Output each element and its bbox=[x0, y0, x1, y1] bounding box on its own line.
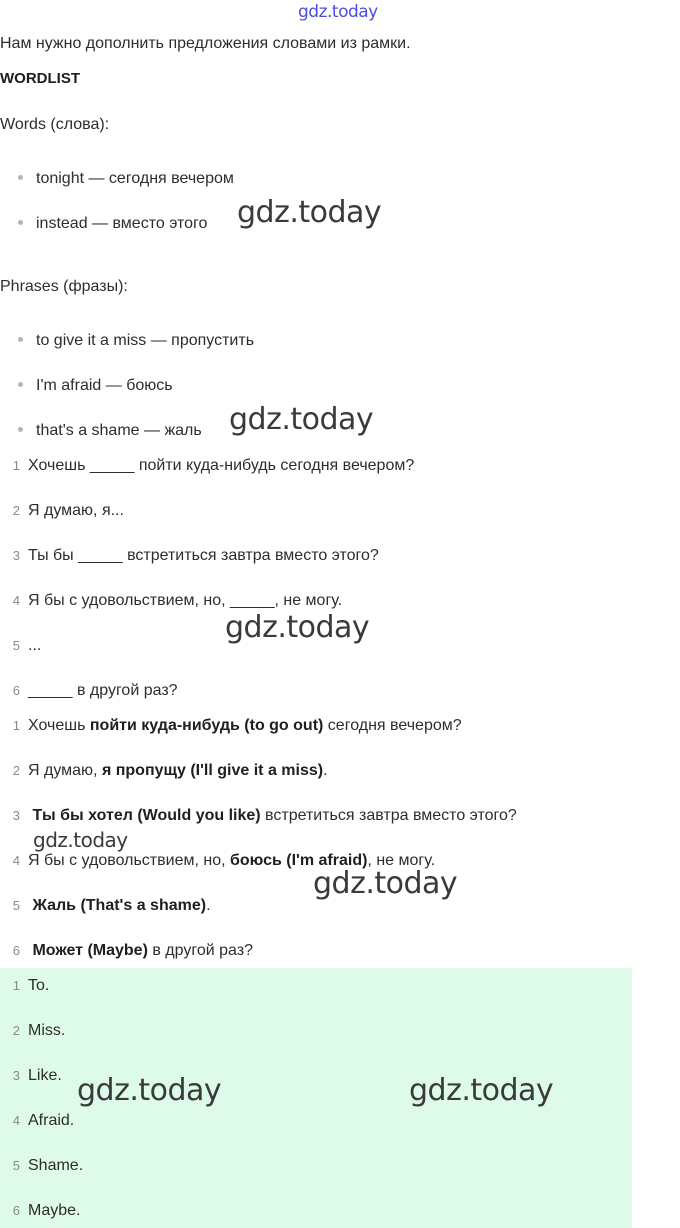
row-number: 5 bbox=[12, 638, 20, 653]
answer-row bbox=[0, 1112, 74, 1130]
task-text: Я бы с удовольствием, но, _____, не могу. bbox=[28, 592, 343, 609]
task-text: Я думаю, я... bbox=[28, 502, 124, 519]
task-row bbox=[0, 502, 124, 520]
answer-row bbox=[0, 1067, 62, 1085]
watermark-text: gdz.today bbox=[33, 828, 128, 852]
phrase-item bbox=[18, 332, 254, 350]
translation-post: , не могу. bbox=[367, 852, 436, 869]
phrase-item bbox=[18, 422, 202, 440]
translation-row bbox=[0, 717, 462, 735]
translation-post: . bbox=[206, 897, 211, 914]
translation-highlight: Жаль (That's a shame) bbox=[32, 897, 207, 914]
row-number: 2 bbox=[12, 503, 20, 518]
translation-pre: Я бы с удовольствием, но, bbox=[28, 852, 230, 869]
watermark-text: gdz.today bbox=[229, 402, 374, 437]
translation-pre: Хочешь bbox=[28, 717, 90, 734]
row-number: 6 bbox=[12, 683, 20, 698]
word-item-text: instead — вместо этого bbox=[36, 215, 208, 232]
translation-post: сегодня вечером? bbox=[323, 717, 462, 734]
top-watermark: gdz.today bbox=[298, 2, 378, 22]
row-number: 3 bbox=[12, 548, 20, 563]
phrase-item-text: that's a shame — жаль bbox=[36, 422, 202, 439]
answer-text: Afraid. bbox=[28, 1112, 75, 1129]
intro-text: Нам нужно дополнить предложения словами из рамки. bbox=[0, 35, 411, 52]
words-heading: Words (слова): bbox=[0, 116, 110, 133]
task-text: Хочешь _____ пойти куда-нибудь сегодня вечером? bbox=[28, 457, 415, 474]
phrase-item-text: I'm afraid — боюсь bbox=[36, 377, 173, 394]
bullet-dot bbox=[18, 175, 23, 180]
answer-text: Like. bbox=[28, 1067, 62, 1084]
translation-post: встретиться завтра вместо этого? bbox=[260, 807, 517, 824]
answer-row bbox=[0, 977, 49, 995]
translation-post: в другой раз? bbox=[147, 942, 253, 959]
watermark-text: gdz.today bbox=[409, 1073, 554, 1108]
phrase-item-text: to give it a miss — пропустить bbox=[36, 332, 255, 349]
phrases-heading: Phrases (фразы): bbox=[0, 278, 128, 295]
bullet-dot bbox=[18, 382, 23, 387]
answer-text: To. bbox=[28, 977, 50, 994]
word-item bbox=[18, 170, 234, 188]
translation-row bbox=[0, 897, 211, 915]
wordlist-heading: WORDLIST bbox=[0, 70, 80, 87]
phrase-item bbox=[18, 377, 173, 395]
translation-row bbox=[0, 807, 517, 825]
row-number: 1 bbox=[12, 978, 20, 993]
bullet-dot bbox=[18, 427, 23, 432]
task-row bbox=[0, 682, 178, 700]
row-number: 4 bbox=[12, 853, 20, 868]
task-text: ... bbox=[28, 637, 42, 654]
task-row bbox=[0, 637, 41, 655]
translation-row bbox=[0, 762, 328, 780]
task-row bbox=[0, 592, 342, 610]
row-number: 3 bbox=[12, 808, 20, 823]
translation-pre: Я думаю, bbox=[28, 762, 102, 779]
watermark-text: gdz.today bbox=[225, 610, 370, 645]
task-row bbox=[0, 547, 379, 565]
word-item-text: tonight — сегодня вечером bbox=[36, 170, 234, 187]
answer-row bbox=[0, 1022, 65, 1040]
row-number: 5 bbox=[12, 1158, 20, 1173]
translation-highlight: боюсь (I'm afraid) bbox=[229, 852, 368, 869]
translation-highlight: Может (Maybe) bbox=[32, 942, 148, 959]
row-number: 1 bbox=[12, 458, 20, 473]
translation-highlight: я пропущу (I'll give it a miss) bbox=[101, 762, 324, 779]
watermark-text: gdz.today bbox=[313, 866, 458, 901]
row-number: 3 bbox=[12, 1068, 20, 1083]
watermark-text: gdz.today bbox=[237, 195, 382, 230]
row-number: 6 bbox=[12, 943, 20, 958]
row-number: 2 bbox=[12, 763, 20, 778]
bullet-dot bbox=[18, 337, 23, 342]
task-text: Ты бы _____ встретиться завтра вместо этого? bbox=[28, 547, 379, 564]
translation-row bbox=[0, 942, 253, 960]
bullet-dot bbox=[18, 220, 23, 225]
task-row bbox=[0, 457, 414, 475]
answer-text: Miss. bbox=[28, 1022, 66, 1039]
row-number: 1 bbox=[12, 718, 20, 733]
row-number: 6 bbox=[12, 1203, 20, 1218]
row-number: 4 bbox=[12, 1113, 20, 1128]
row-number: 2 bbox=[12, 1023, 20, 1038]
word-item bbox=[18, 215, 207, 233]
answer-text: Maybe. bbox=[28, 1202, 81, 1219]
answer-row bbox=[0, 1157, 83, 1175]
row-number: 5 bbox=[12, 898, 20, 913]
translation-highlight: Ты бы хотел (Would you like) bbox=[32, 807, 261, 824]
translation-highlight: пойти куда-нибудь (to go out) bbox=[89, 717, 324, 734]
row-number: 4 bbox=[12, 593, 20, 608]
watermark-text: gdz.today bbox=[77, 1073, 222, 1108]
translation-post: . bbox=[323, 762, 328, 779]
answer-text: Shame. bbox=[28, 1157, 84, 1174]
task-text: _____ в другой раз? bbox=[28, 682, 178, 699]
answer-row bbox=[0, 1202, 80, 1220]
